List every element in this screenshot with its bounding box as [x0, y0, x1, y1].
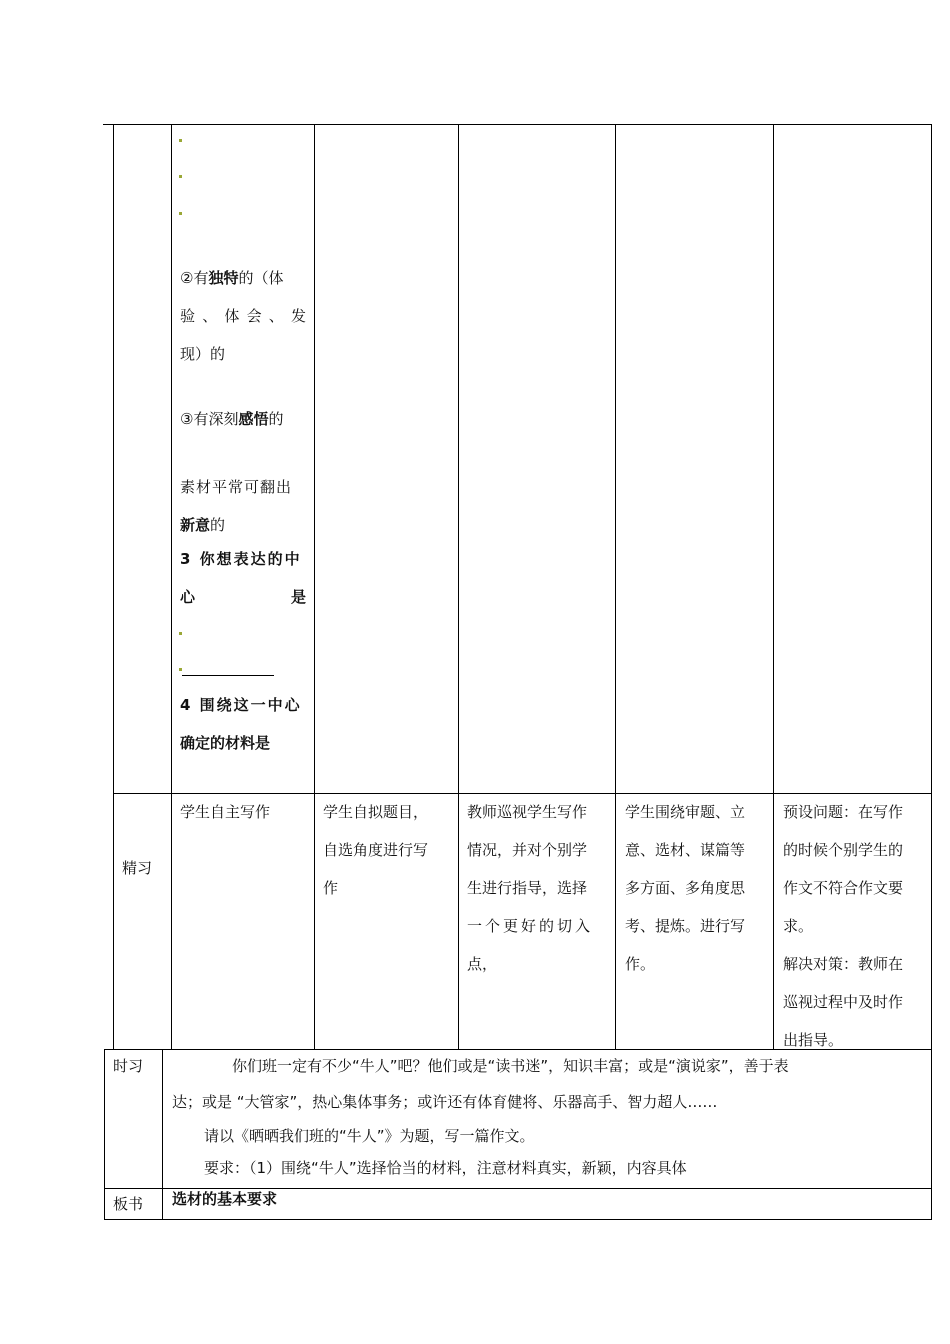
text-line: 作文不符合作文要 — [783, 879, 904, 897]
text-line: 情况，并对个别学 — [467, 841, 588, 859]
criterion-unique-line3: 现）的 — [180, 345, 226, 363]
criterion-unique-line2: 验 、 体 会 、 发 — [180, 307, 306, 325]
text-line: 巡视过程中及时作 — [783, 993, 904, 1011]
text-line: 的时候个别学生的 — [783, 841, 904, 859]
jingxi-teacher-activity — [467, 793, 609, 983]
text-line: 一个更好的切入 — [467, 917, 594, 935]
col-border-4 — [458, 124, 459, 1050]
question-material-line2: 确定的材料是 — [180, 734, 271, 752]
text-line: 预设问题：在写作 — [783, 803, 904, 821]
bullet-dot — [179, 632, 182, 635]
lower-left-border — [104, 1049, 105, 1220]
text-line: 教师巡视学生写作 — [467, 803, 588, 821]
row-label-shixi: 时习 — [113, 1057, 144, 1075]
shixi-task: 请以《晒晒我们班的“牛人”》为题，写一篇作文。 — [204, 1127, 535, 1145]
text-line: 学生围绕审题、立 — [625, 803, 746, 821]
shixi-requirement: 要求：（1）围绕“牛人”选择恰当的材料，注意材料真实，新颖，内容具体 — [204, 1159, 687, 1177]
text-line: 考、提炼。进行写 — [625, 917, 746, 935]
bullet-dot — [179, 139, 182, 142]
col-border-1 — [113, 124, 114, 1050]
text-line: 意、选材、谋篇等 — [625, 841, 746, 859]
col-border-6 — [773, 124, 774, 1050]
text-line: 出指导。 — [783, 1031, 844, 1049]
text-line: 学生自拟题目， — [323, 803, 429, 821]
banshu-content: 选材的基本要求 — [172, 1190, 278, 1208]
text-line: 点， — [467, 955, 498, 973]
criterion-insight: ③有深刻感悟的 — [180, 410, 284, 428]
criterion-novel-line2: 新意的 — [180, 516, 226, 534]
criterion-unique: ②有独特的（体 — [180, 269, 284, 287]
text-line: 生进行指导，选择 — [467, 879, 588, 897]
row-label-jingxi: 精习 — [122, 859, 153, 877]
jingxi-preset-questions — [783, 793, 925, 1059]
jingxi-content: 学生自主写作 — [180, 803, 271, 821]
row-label-banshu: 板书 — [113, 1195, 144, 1213]
col-border-5 — [615, 124, 616, 1050]
jingxi-student-activity — [323, 793, 451, 907]
question-material: 4 围绕这一中心 — [180, 696, 302, 714]
bullet-dot — [179, 668, 182, 671]
text-line: 解决对策：教师在 — [783, 955, 904, 973]
table-top-border — [113, 124, 932, 125]
bullet-dot — [179, 212, 182, 215]
answer-blank-line[interactable] — [182, 675, 274, 676]
criterion-novel: 素材平常可翻出 — [180, 478, 293, 496]
top-rule-left — [103, 124, 113, 125]
col-border-3 — [314, 124, 315, 1050]
shixi-prompt-line1: 你们班一定有不少“牛人”吧？他们或是“读书迷”，知识丰富；或是“演说家”，善于表 — [232, 1057, 789, 1075]
shixi-prompt-line2: 达；或是 “大管家”，热心集体事务；或许还有体育健将、乐器高手、智力超人…… — [172, 1093, 718, 1111]
lower-right-border — [931, 1049, 932, 1220]
question-center: 3 你想表达的中 — [180, 550, 302, 568]
bullet-dot — [179, 175, 182, 178]
lower-table-bottom-border — [104, 1219, 932, 1220]
text-line: 自选角度进行写 — [323, 841, 429, 859]
text-line: 多方面、多角度思 — [625, 879, 746, 897]
lower-label-divider — [162, 1049, 163, 1220]
col-border-2 — [171, 124, 172, 1050]
text-line: 作。 — [625, 955, 656, 973]
question-center-line2: 心 是 — [180, 588, 306, 606]
text-line: 求。 — [783, 917, 814, 935]
jingxi-design-intent — [625, 793, 767, 983]
col-border-7 — [931, 124, 932, 1050]
text-line: 作 — [323, 879, 339, 897]
